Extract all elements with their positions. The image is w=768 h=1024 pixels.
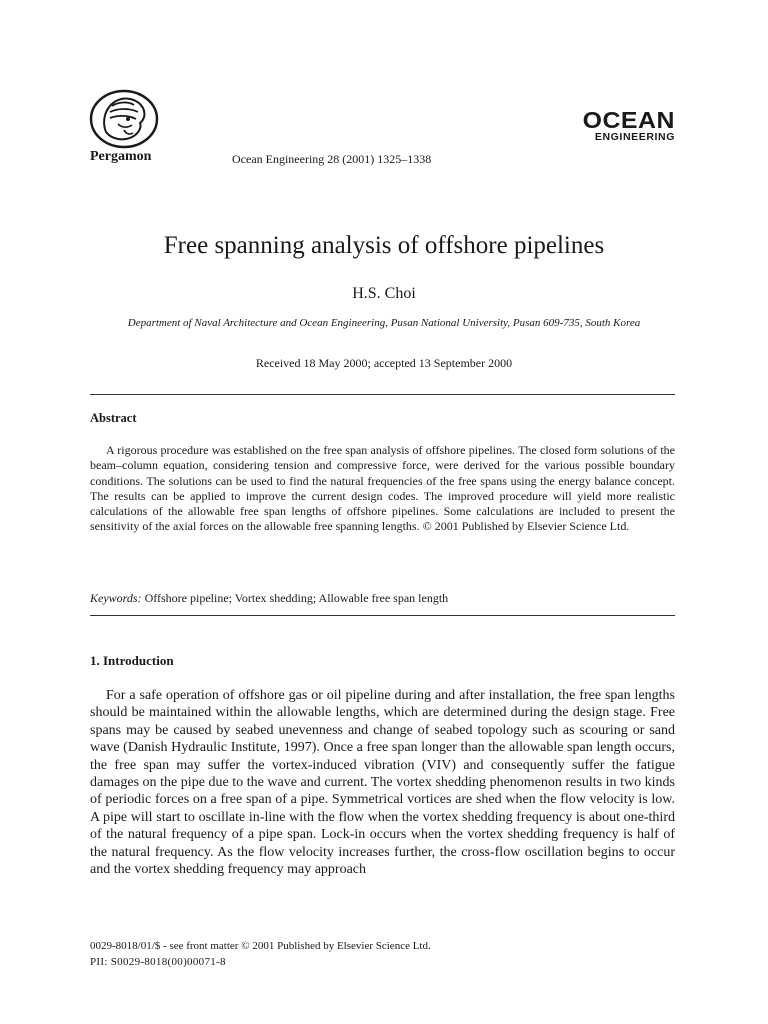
footer-pii: PII: S0029-8018(00)00071-8 [90, 956, 226, 968]
journal-logo-line2: ENGINEERING [594, 131, 675, 143]
publisher-name: Pergamon [90, 149, 152, 164]
journal-logo [553, 109, 675, 144]
abstract-top-rule [90, 394, 675, 395]
author-affiliation: Department of Naval Architecture and Ocean Engineering, Pusan National University, Pusan 609-735, South Korea [127, 317, 641, 329]
publisher-emblem-icon [88, 88, 160, 150]
footer-copyright: 0029-8018/01/$ - see front matter © 2001 Published by Elsevier Science Ltd. [90, 940, 431, 952]
abstract-heading: Abstract [90, 411, 137, 425]
introduction-text: For a safe operation of offshore gas or oil pipeline during and after installation, the free span lengths should be maintained within the allowable lengths, which are determined during the design stage. Free spans may be caused by seabed unevenness and change of seabed topology such as scouring or sand wave (Danish Hydraulic Institute, 1997). Once a free span longer than the allowable span length occurs, the free span may suffer the vortex-induced vibration (VIV) and consequently suffer the fatigue damages on the pipe due to the wave and current. The vortex shedding phenomenon results in two kinds of periodic forces on a free span of a pipe. Symmetrical vortices are shed when the flow velocity is low. A pipe will start to oscillate in-line with the flow when the vortex shedding frequency is about one-third of the natural frequency of a pipe span. Lock-in occurs when the vortex shedding frequency is half of the natural frequency. As the flow velocity increases further, the cross-flow oscillation begins to occur and the vortex shedding frequency may approach [90, 688, 675, 878]
journal-logo-line1: OCEAN [582, 107, 675, 133]
journal-citation: Ocean Engineering 28 (2001) 1325–1338 [232, 152, 432, 166]
received-dates: Received 18 May 2000; accepted 13 September 2000 [255, 356, 513, 370]
abstract-text: A rigorous procedure was established on the free span analysis of offshore pipelines. The closed form solutions of the beam–column equation, considering tension and compressive force, were derived for the various possible boundary conditions. The solutions can be used to find the natural frequencies of the free spans using the energy balance concept. The results can be applied to improve the current design codes. The improved procedure will yield more realistic calculations of the allowable free span lengths of offshore pipelines. Some calculations are included to present the sensitivity of the axial forces on the allowable free spanning lengths. © 2001 Published by Elsevier Science Ltd. [90, 443, 675, 534]
article-author: H.S. Choi [352, 285, 416, 302]
abstract-bottom-rule [90, 615, 675, 616]
keywords-line [90, 591, 448, 606]
keywords-list: Offshore pipeline; Vortex shedding; Allowable free span length [144, 591, 449, 605]
keywords-label: Keywords: [90, 591, 142, 605]
section-heading-introduction: 1. Introduction [90, 653, 174, 668]
article-title: Free spanning analysis of offshore pipelines [163, 232, 605, 259]
